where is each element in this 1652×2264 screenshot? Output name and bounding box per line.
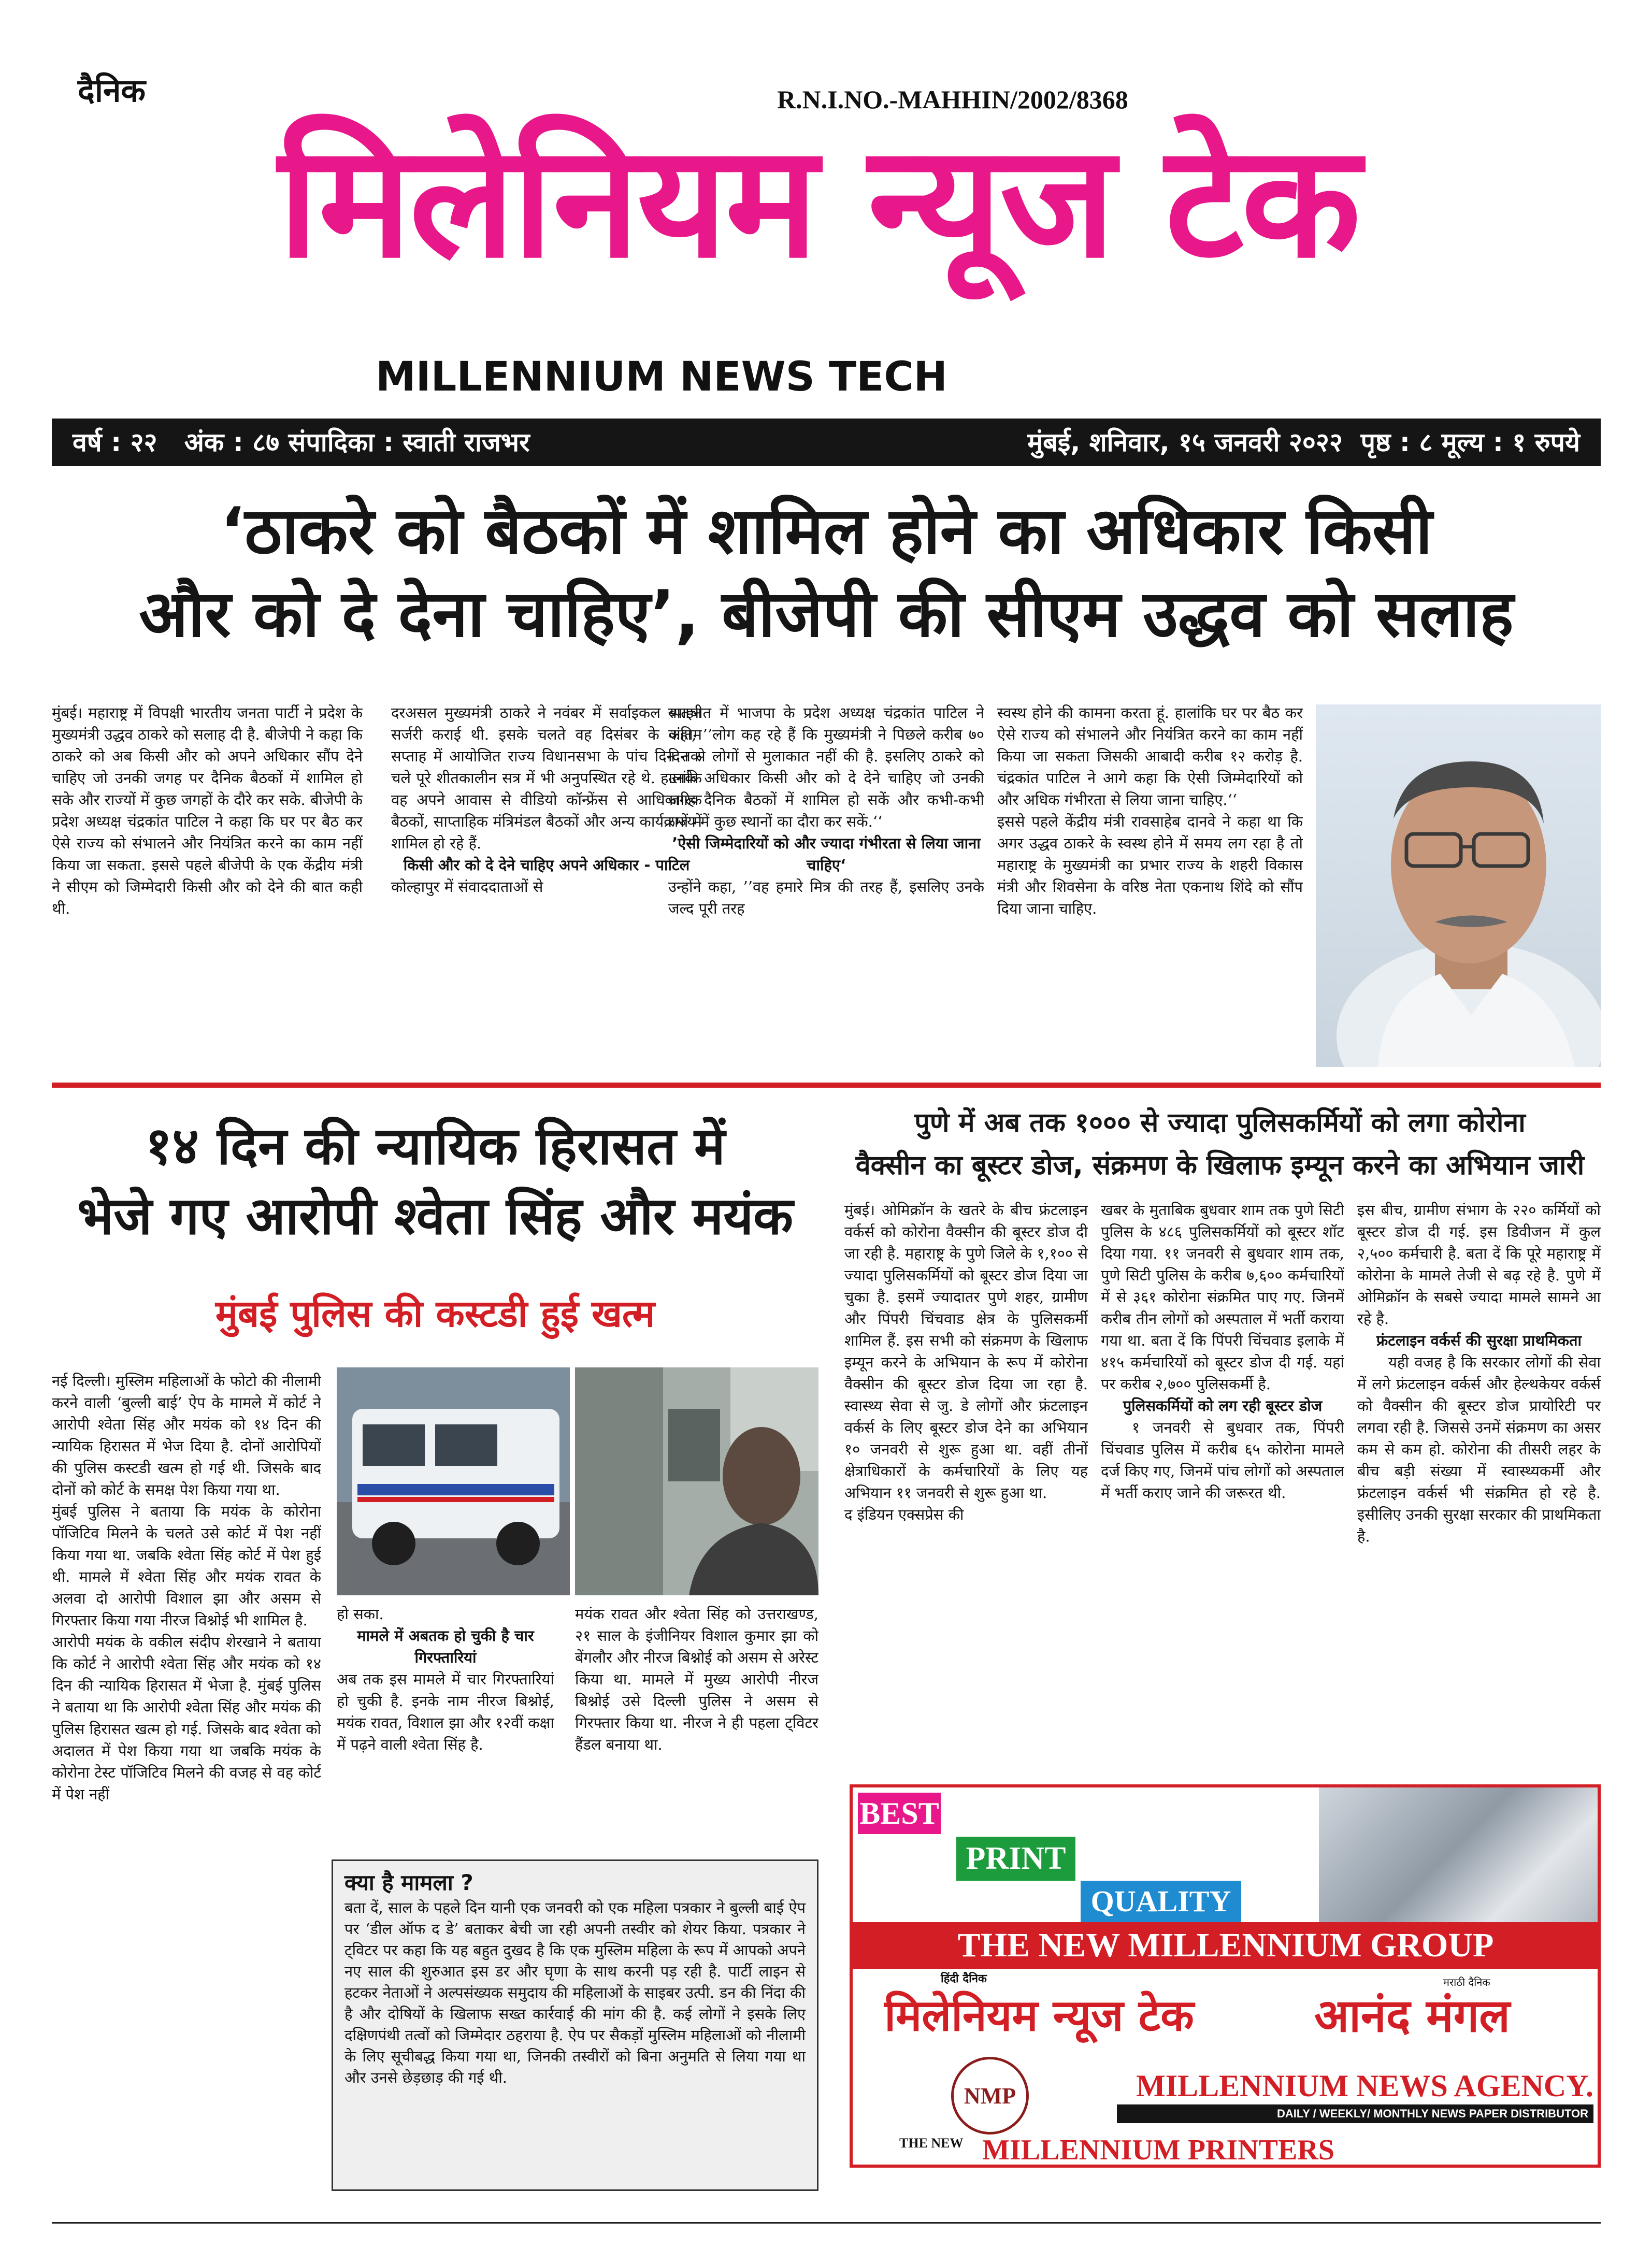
ad-paper-1: मिलेनियम न्यूज टेक [884, 1990, 1194, 2041]
vehicle-interior-illustration [575, 1367, 818, 1595]
lead-col2-text: दरअसल मुख्यमंत्री ठाकरे ने नवंबर में सर्वाइकल स्पाइन सर्जरी कराई थी. इसके चलते वह दिसंबर के अंतिम सप्ताह में आयोजित राज्य विधानसभा के पांच दिन तक चले पूरे शीतकालीन सत्र में भी अनुपस्थित रहे थे. हालांकि वह अपने आवास से वीडियो कॉन्फ्रेंस से आधिकारिक बैठकों, साप्ताहिक मंत्रिमंडल बैठकों और अन्य कार्यक्रमों में शामिल हो रहे हैं. [391, 704, 702, 852]
story2-col2-head: हो सका. [337, 1605, 384, 1623]
story3-col2-subhead: पुलिसकर्मियों को लग रही बूस्टर डोज [1123, 1397, 1323, 1415]
lead-col3-text: बातचीत में भाजपा के प्रदेश अध्यक्ष चंद्रकांत पाटिल ने कहा, ’’लोग कह रहे हैं कि मुख्यमंत्री ने पिछले करीब ७० दिन से लोगों से मुलाकात नहीं की है. इसलिए ठाकरे को उनके अधिकार किसी और को दे देने चाहिए जो उनकी जगह दैनिक बैठकों में शामिल हो सकें और कभी-कभी राज्य में कुछ स्थानों का दौरा कर सकें.‘‘ [668, 704, 984, 830]
ad-best: BEST [858, 1793, 941, 1834]
story3-column-3 [1357, 1199, 1601, 1758]
story3-col2-tail: १ जनवरी से बुधवार तक, पिंपरी चिंचवाड पुलिस में करीब ६५ कोरोना मामले दर्ज किए गए, जिनमें पांच लोगों को अस्पताल में भर्ती कराए जाने की जरूरत थी. [1101, 1419, 1344, 1502]
box-text: बता दें, साल के पहले दिन यानी एक जनवरी को एक महिला पत्रकार ने बुल्ली बाई ऐप पर ‘डील ऑफ द डे’ बताकर बेची जा रही अपनी तस्वीर को शेयर किया. पत्रकार ने ट्विटर पर कहा कि यह बहुत दुखद है कि एक मुस्लिम महिला के रूप में आपको अपने नए साल की शुरुआत इस डर और घृणा के साथ करनी पड़ रही है. पार्टी लाइन से हटकर नेताओं ने अल्पसंख्यक समुदाय की महिलाओं के साइबर उत्पी. डन की निंदा की है और दोषियों के खिलाफ सख्त कार्रवाई की मांग की है. कई लोगों ने इसके लिए दक्षिणपंथी तत्वों को जिम्मेदार ठहराया है. ऐप पर सैकड़ों मुस्लिम महिलाओं को नीलामी के लिए सूचीबद्ध किया गया था, जिनकी तस्वीरों को बिना अनुमति से लिया गया था और उनसे छेड़छाड़ की गई थी. [344, 1899, 806, 2086]
ad-printers: MILLENNIUM PRINTERS [982, 2134, 1334, 2166]
lead-col3-tail: उन्होंने कहा, ’’वह हमारे मित्र की तरह हैं, इसलिए उनके जल्द पूरी तरह [668, 878, 984, 917]
ad-group-banner: THE NEW MILLENNIUM GROUP [853, 1922, 1599, 1969]
story3-col3-tail: यही वजह है कि सरकार लोगों की सेवा में लगे फ्रंटलाइन वर्कर्स और हेल्थकेयर वर्कर्स को वैक्सीन की बूस्टर डोज प्रायोरिटी पर लगवा रही है. जिससे उनमें संक्रमण का असर कम से कम हो. कोरोना की तीसरी लहर के बीच बड़ी संख्या में स्वास्थ्यकर्मी और फ्रंटलाइन वर्कर्स भी संक्रमित हो रहे है. इसीलिए उनकी सुरक्षा सरकार की प्राथमिकता है. [1357, 1353, 1601, 1545]
ad-the-new: THE NEW [899, 2136, 964, 2151]
story3-headline-line2: वैक्सीन का बूस्टर डोज, संक्रमण के खिलाफ इम्यून करने का अभियान जारी [855, 1150, 1585, 1181]
date-price-info: मुंबई, शनिवार, १५ जनवरी २०२२ पृष्ठ : ८ मूल्य : १ रुपये [1027, 427, 1580, 457]
story3-col2-text: खबर के मुताबिक बुधवार शाम तक पुणे सिटी पुलिस के ४८६ पुलिसकर्मियों को बूस्टर शॉट दिया गया. ११ जनवरी से बुधवार शाम तक, पुणे सिटी पुलिस के करीब ७,६०० कर्मचारियों में से ३६१ कोरोना संक्रमित पाए गए. जिनमें करीब तीन लोगों को अस्पताल में भर्ती कराया गया था. बता दें कि पिंपरी चिंचवाड इलाके में ४१५ कर्मचारियों को बूस्टर डोज दी गई. यहां पर करीब २,७०० पुलिसकर्मी है. [1101, 1201, 1344, 1393]
registration-number: R.N.I.NO.-MAHHIN/2002/8368 [777, 85, 1128, 114]
ad-quality: QUALITY [1081, 1881, 1241, 1922]
box-title: क्या है मामला ? [344, 1870, 473, 1895]
story2-photo-vehicle [337, 1367, 570, 1595]
ad-logo [951, 2057, 1029, 2135]
what-is-the-matter-box [332, 1859, 818, 2191]
info-band [52, 419, 1601, 466]
lead-column-2 [391, 702, 702, 1075]
portrait-illustration [1316, 704, 1601, 1067]
bottom-rule [52, 2222, 1601, 2224]
story2-column-2 [337, 1603, 554, 1872]
story2-col2-subhead: मामले में अबतक हो चुकी है चार गिरफ्तारियां [357, 1627, 534, 1666]
story3-col3-text: इस बीच, ग्रामीण संभाग के २२० कर्मियों को बूस्टर डोज दी गई. इस डिवीजन में कुल २,५०० कर्मचारी है. बता दें कि पूरे महाराष्ट्र में कोरोना के मामले तेजी से बढ़ रहे है. पुणे में ओमिक्रॉन के सबसे ज्यादा मामले सामने आ रहे है. [1357, 1201, 1601, 1328]
ad-hindi-daily-label: हिंदी दैनिक [941, 1972, 987, 1985]
masthead-title: मिलेनियम न्यूज टेक [278, 111, 1359, 292]
lead-column-3 [668, 702, 984, 1075]
story2-headline-line1: १४ दिन की न्यायिक हिरासत में [145, 1116, 725, 1176]
story2-headline-line2: भेजे गए आरोपी श्वेता सिंह और मयंक [77, 1186, 794, 1246]
lead-col3-subhead: ’ऐसी जिम्मेदारियों को और ज्यादा गंभीरता से लिया जाना चाहिए‘ [672, 834, 981, 874]
story3-column-1: मुंबई। ओमिक्रॉन के खतरे के बीच फ्रंटलाइन वर्कर्स को कोरोना वैक्सीन की बूस्टर डोज दी जा रही है. महाराष्ट्र के पुणे जिले के १,१०० से ज्यादा पुलिसकर्मियों को बूस्टर डोज दिया जा चुका है. इसमें ज्यादातर पुणे शहर, ग्रामीण और पिंपरी चिंचवाड क्षेत्र के पुलिसकर्मी शामिल हैं. इस सभी को संक्रमण के खिलाफ इम्यून करने के अभियान के रूप में कोरोना वैक्सीन की बूस्टर डोज दिया जा रहा है. स्वास्थ्य सेवा से जु. डे लोगों और फ्रंटलाइन वर्कर्स के लिए बूस्टर डोज देने का अभियान १० जनवरी से शुरू हुआ था. वहीं तीनों क्षेत्राधिकारों के कर्मचारियों के लिए यह अभियान ११ जनवरी से शुरू हुआ था. द इंडियन एक्सप्रेस की [844, 1201, 1088, 1523]
ad-paper-2: आनंद मंगल [1314, 1988, 1510, 2042]
lead-headline-line2: और को दे देना चाहिए’, बीजेपी की सीएम उद्धव को सलाह [139, 577, 1514, 652]
ad-logo-text: NMP [964, 2083, 1016, 2109]
advertisement [850, 1784, 1601, 2168]
lead-headline-line1: ‘ठाकरे को बैठकों में शामिल होने का अधिकार किसी [220, 494, 1432, 569]
story3-col3-subhead: फ्रंटलाइन वर्कर्स की सुरक्षा प्राथमिकता [1376, 1332, 1582, 1349]
story2-col2-text: अब तक इस मामले में चार गिरफ्तारियां हो चुकी है. इनके नाम नीरज बिश्नोई, मयंक रावत, विशाल झा और १२वीं कक्षा में पढ़ने वाली श्वेता सिंह है. [337, 1670, 554, 1753]
story3-headline-line1: पुणे में अब तक १००० से ज्यादा पुलिसकर्मियों को लगा कोरोना [914, 1107, 1526, 1138]
ad-agency: MILLENNIUM NEWS AGENCY. [1136, 2069, 1593, 2103]
ad-background-art [1319, 1787, 1599, 1943]
lead-column-4: स्वस्थ होने की कामना करता हूं. हालांकि घर पर बैठ कर ऐसे राज्य को संभालने और नियंत्रित करने का काम नहीं किया जा सकता जिसकी आबादी करीब १२ करोड़ है. चंद्रकांत पाटिल ने आगे कहा कि ऐसी जिम्मेदारियों को और अधिक गंभीरता से लिया जाना चाहिए.‘‘ इससे पहले केंद्रीय मंत्री रावसाहेब दानवे ने कहा था कि अगर उद्धव ठाकरे के स्वस्थ होने में समय लग रहा है तो महाराष्ट्र के मुख्यमंत्री का प्रभार राज्य के शहरी विकास मंत्री और शिवसेना के वरिष्ठ नेता एकनाथ शिंदे को सौंप दिया जाना चाहिए. [997, 704, 1303, 917]
section-divider [52, 1083, 1601, 1088]
issue-info: वर्ष : २२ अंक : ८७ संपादिका : स्वाती राजभर [73, 427, 530, 457]
story2-column-1: नई दिल्ली। मुस्लिम महिलाओं के फोटो की नीलामी करने वाली ‘बुल्ली बाई’ ऐप के मामले में कोर्ट ने आरोपी श्वेता सिंह और मयंक को १४ दिन की न्यायिक हिरासत में भेज दिया है. दोनों आरोपियों की पुलिस कस्टडी खत्म हो गई थी. जिसके बाद दोनों को कोर्ट के समक्ष पेश किया गया था. मुंबई पुलिस ने बताया कि मयंक के कोरोना पॉजिटिव मिलने के चलते उसे कोर्ट में पेश नहीं किया गया था. जबकि श्वेता सिंह कोर्ट में पेश हुई थी. मामले में श्वेता सिंह और मयंक रावत के अलवा दो आरोपी विशाल झा और असम से गिरफ्तार किया गया नीरज विश्नोई भी शामिल है. आरोपी मयंक के वकील संदीप शेरखाने ने बताया कि कोर्ट ने आरोपी श्वेता सिंह और मयंक को १४ दिन की न्यायिक हिरासत में भेजा है. मुंबई पुलिस ने बताया था कि आरोपी श्वेता सिंह और मयंक की पुलिस हिरासत खत्म हो गई. जिसके बाद श्वेता को अदालत में पेश किया गया था जबकि मयंक के कोरोना टेस्ट पॉजिटिव मिलने की वजह से वह कोर्ट में पेश नहीं [52, 1372, 321, 1803]
story2-subhead: मुंबई पुलिस की कस्टडी हुई खत्म [215, 1292, 655, 1335]
story2-photo-accused [575, 1367, 818, 1595]
lead-column-1: मुंबई। महाराष्ट्र में विपक्षी भारतीय जनता पार्टी ने प्रदेश के मुख्यमंत्री उद्धव ठाकरे को सलाह दी है. बीजेपी ने कहा कि ठाकरे को अब किसी और को अपने अधिकार सौंप देने चाहिए जो उनकी जगह पर दैनिक बैठकों में शामिल हो सके और राज्यों में कुछ जगहों के दौरे कर सके. बीजेपी के प्रदेश अध्यक्ष चंद्रकांत पाटिल ने कहा कि घर पर बैठ कर ऐसे राज्य को संभालने और नियंत्रित करने का काम नहीं किया जा सकता. इससे पहले बीजेपी के एक केंद्रीय मंत्री ने सीएम को जिम्मेदारी किसी और को देने की बात कही थी. [52, 704, 363, 917]
uddhav-thackeray-photo [1316, 704, 1601, 1067]
story2-column-3: मयंक रावत और श्वेता सिंह को उत्तराखण्ड, २१ साल के इंजीनियर विशाल कुमार झा को बेंगलौर और नीरज बिश्नोई को असम से अरेस्ट किया था. मामले में मुख्य आरोपी नीरज बिश्नोई उसे दिल्ली पुलिस ने असम से गिरफ्तार किया था. नीरज ने ही पहला ट्विटर हैंडल बनाया था. [575, 1605, 818, 1753]
masthead-prefix: दैनिक [78, 71, 146, 109]
ad-agency-subline: DAILY / WEEKLY/ MONTHLY NEWS PAPER DISTRIBUTOR [1117, 2104, 1593, 2123]
lead-col2-tail: कोल्हापुर में संवाददाताओं से [391, 878, 543, 896]
ad-marathi-daily-label: मराठी दैनिक [1443, 1976, 1490, 1988]
police-van-illustration [337, 1367, 570, 1595]
ad-print: PRINT [956, 1837, 1075, 1881]
story3-column-2 [1101, 1199, 1344, 1758]
lead-col2-subhead: किसी और को दे देने चाहिए अपने अधिकार - पाटिल [403, 856, 690, 874]
masthead-english: MILLENNIUM NEWS TECH [376, 354, 947, 400]
